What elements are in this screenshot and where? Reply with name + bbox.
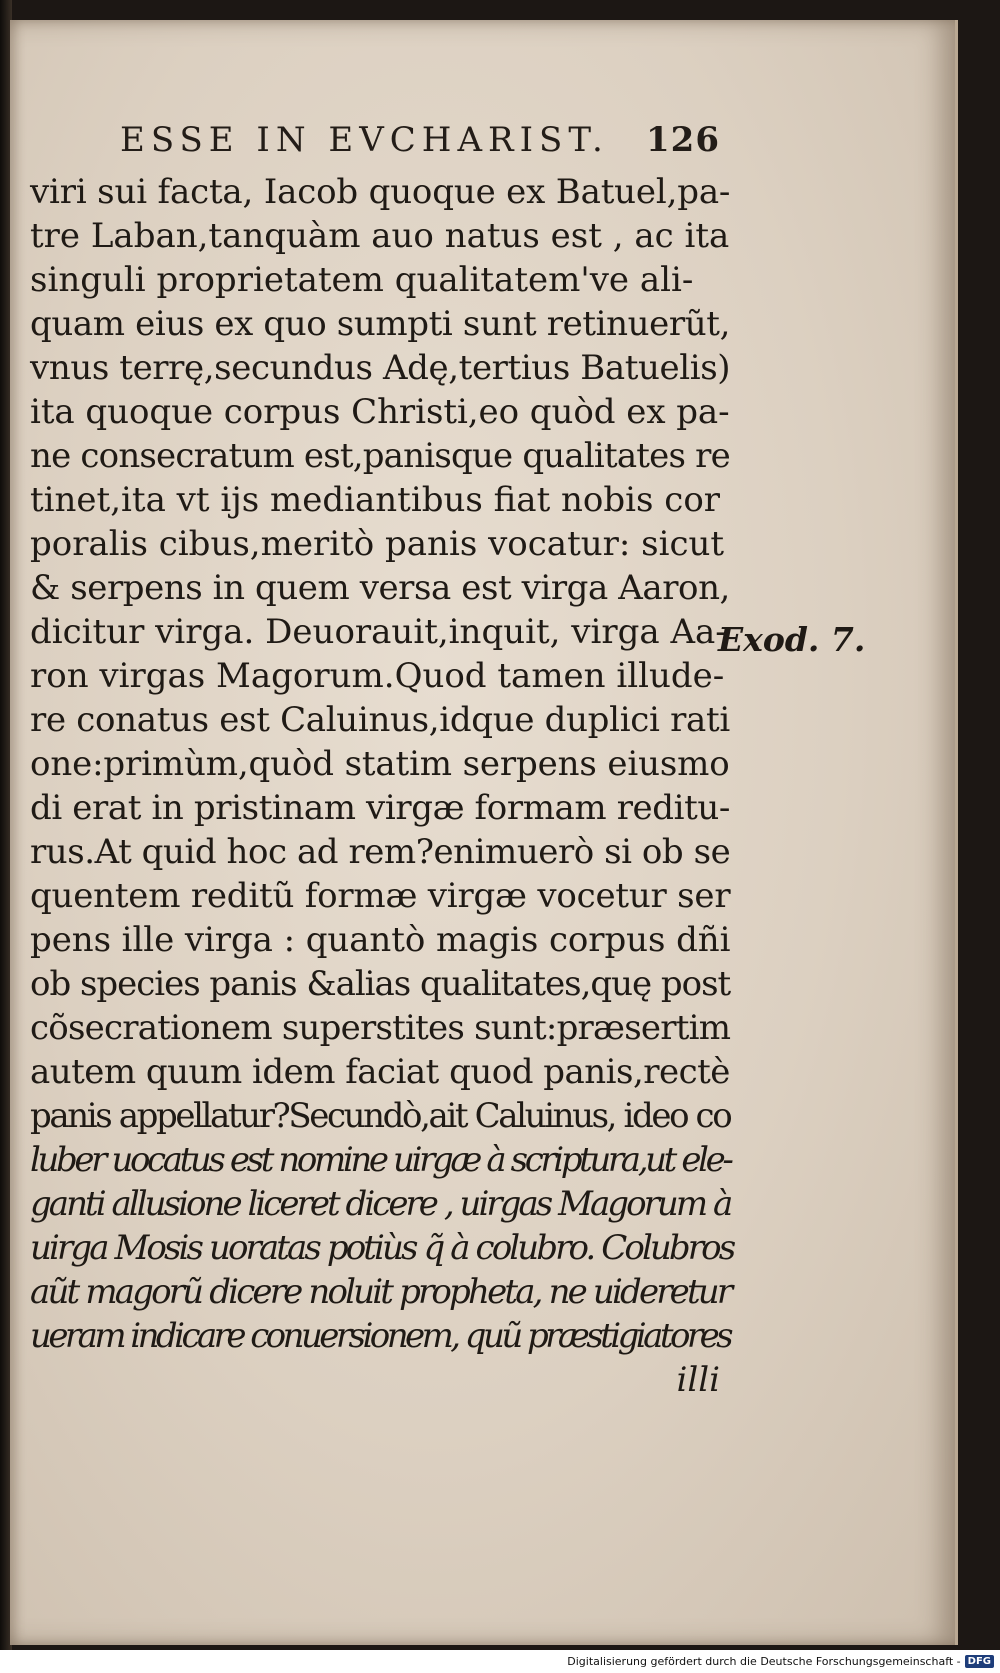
text-line: aũt magorũ dicere noluit propheta, ne uideretur <box>30 1272 731 1312</box>
catchword: illi <box>676 1360 720 1400</box>
text-line: vnus terrę,secundus Adę,tertius Batuelis) <box>30 348 731 388</box>
text-line: panis appellatur?Secundò,ait Caluinus, ideo co <box>30 1096 731 1136</box>
text-line: viri sui facta, Iacob quoque ex Batuel,pa- <box>30 172 731 212</box>
text-line: quentem reditũ formæ virgæ vocetur ser <box>30 876 731 916</box>
text-line: ron virgas Magorum.Quod tamen illude- <box>30 656 725 696</box>
text-line: rus.At quid hoc ad rem?enimuerò si ob se <box>30 832 731 872</box>
text-line: one:primùm,quòd statim serpens eiusmo <box>30 744 730 784</box>
text-line: di erat in pristinam virgæ formam reditu- <box>30 788 731 828</box>
text-line: cõsecrationem superstites sunt:præsertim <box>30 1008 731 1048</box>
text-line: re conatus est Caluinus,idque duplici rati <box>30 700 730 740</box>
text-line: quam eius ex quo sumpti sunt retinuerũt, <box>30 304 731 344</box>
running-header <box>120 118 720 162</box>
text-line: dicitur virga. Deuorauit,inquit, virga Aa- <box>30 612 727 652</box>
text-line: ob species panis &alias qualitates,quę post <box>30 964 731 1004</box>
text-line: ita quoque corpus Christi,eo quòd ex pa- <box>30 392 730 432</box>
running-title: ESSE IN EVCHARIST. <box>120 120 609 160</box>
text-line: tre Laban,tanquàm auo natus est , ac ita <box>30 216 730 256</box>
text-line: pens ille virga : quantò magis corpus dñi <box>30 920 731 960</box>
marginal-note: Exod. 7. <box>718 620 866 659</box>
text-line: ueram indicare conuersionem, quũ præstigiatores <box>30 1316 731 1356</box>
page-number: 126 <box>646 120 720 160</box>
funding-note: Digitalisierung gefördert durch die Deutsche Forschungsgemeinschaft - <box>567 1655 961 1668</box>
text-line: autem quum idem faciat quod panis,rectè <box>30 1052 730 1092</box>
dfg-logo: DFG <box>965 1655 994 1668</box>
text-line: ganti allusione liceret dicere , uirgas Magorum à <box>30 1184 731 1224</box>
text-line: ne consecratum est,panisque qualitates re <box>30 436 730 476</box>
text-line: singuli proprietatem qualitatem've ali- <box>30 260 694 300</box>
text-line: poralis cibus,meritò panis vocatur: sicut <box>30 524 725 564</box>
text-line: & serpens in quem versa est virga Aaron, <box>30 568 730 608</box>
text-line: luber uocatus est nomine uirgæ à scriptura,ut ele- <box>30 1140 731 1180</box>
text-line: tinet,ita vt ijs mediantibus fiat nobis cor <box>30 480 721 520</box>
digitization-footer <box>0 1650 1000 1673</box>
text-line: uirga Mosis uoratas potiùs q̃ à colubro. Colubros <box>30 1228 734 1268</box>
body-text <box>30 170 734 1402</box>
